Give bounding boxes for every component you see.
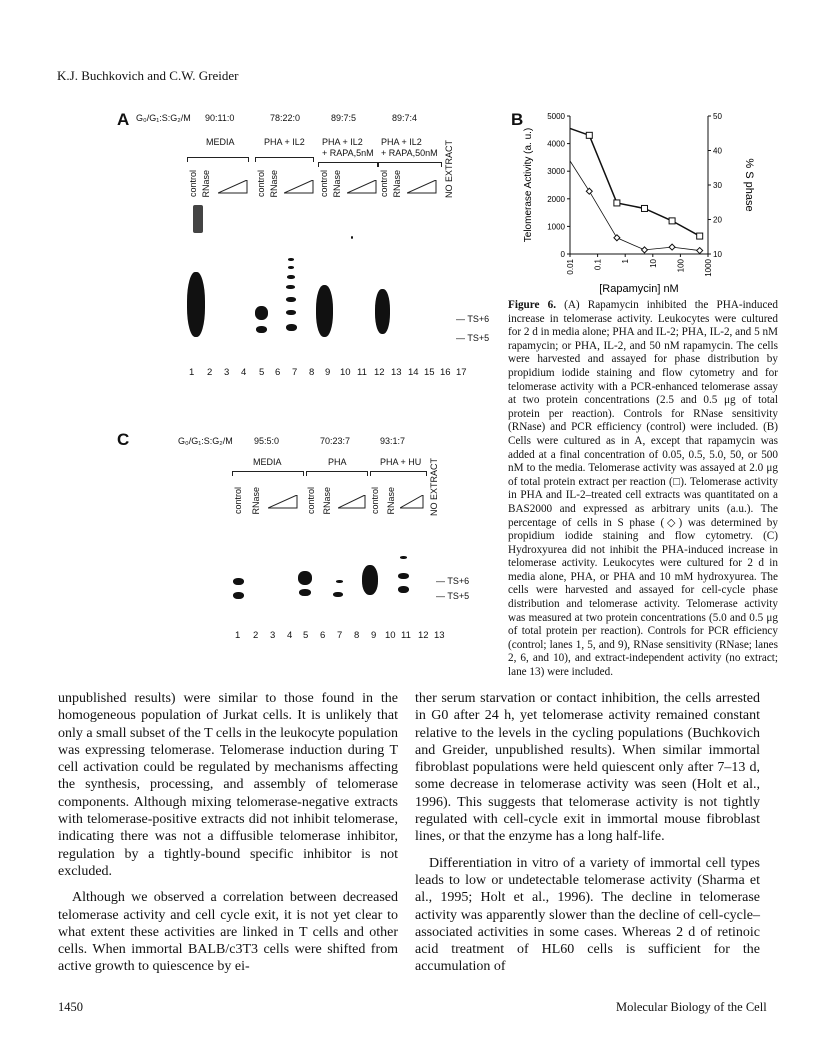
panel-a-lane-number: 1 [189, 367, 195, 378]
telomerase-point [641, 205, 647, 211]
panel-c-marker-ts6: — TS+6 [436, 576, 470, 586]
panel-c-ratio-2: 70:23:7 [320, 436, 351, 446]
panel-a-group-rapa50: PHA + IL2 + RAPA,50nM [381, 137, 438, 158]
x-axis-label: [Rapamycin] nM [599, 283, 679, 295]
panel-c-lane-number: 6 [320, 630, 326, 641]
panel-c-group-media: MEDIA [253, 457, 282, 467]
y2-tick-label: 40 [713, 146, 722, 156]
panel-a-marker-ts5: — TS+5 [456, 333, 490, 343]
panel-c-marker-ts5: — TS+5 [436, 591, 470, 601]
body-paragraph: Although we observed a correlation between decreased telomerase activity and cell cycle exit, it is not yet clear to what extent these activities are linked in T cells and other cells. When immortal BALB/c3T3 cells were shifted from active growth to quiescence by ei- [58, 890, 398, 975]
panel-c-lane-number: 2 [253, 630, 259, 641]
body-paragraph: Differentiation in vitro of a variety of immortal cell types leads to low or undetectable telomerase activity (Sharma et al., 1995; Holt et al., 1996). The decline in telomerase activity was apparently slower than the decline of cell-cycle–associated activities in some cases. Whereas 2 d of retinoic acid treatment of HL60 cells is sufficient for the accumulation of [415, 855, 760, 975]
panel-a-letter: A [117, 110, 130, 129]
figure-caption-text: (A) Rapamycin inhibited the PHA-induced increase in telomerase activity. Leukocytes were cultured for 2 d in media alone; PHA and IL-2; PHA, IL-2, and 5 nM rapamycin; or PHA, IL-2, and 50 nM rapamycin. The cells were harvested and assayed for phase distribution by propidium iodide staining and flow cytometry and for telomerase activity with a PCR-enhanced telomerase assay at two protein concentrations (2.5 and 0.5 μg of total protein per reaction). Controls for RNase sensitivity (RNase) and PCR efficiency (control) were included. (B) Cells were cultured as in A, except that rapamycin was added at a final concentration of 0.05, 0.5, 5.0, 50, or 500 nM to the media. Telomerase activity was assayed at 2.0 μg of total protein extract per reaction (□). Telomerase activity in PHA and IL-2–treated cell extracts was quantitated on a BAS2000 and expressed as arbitrary units (a.u.). The percentage of cells in S phase (◇) was determined by propidium iodide staining and flow cytometry. (C) Hydroxyurea did not inhibit the PHA-induced increase in telomerase activity. Leukocytes were cultured for 2 d in media alone, PHA, or PHA and 10 mM hydroxyurea. The cells were harvested and assayed for cell-cycle phase distribution and telomerase activity. Telomerase activity was measured at two protein concentrations (5.0 and 0.5 μg of total protein per reaction). Controls for PCR efficiency (control; lanes 1, 5, and 9), RNase sensitivity (RNase; lanes 2, 6, and 10), and extract-independent activity (no extract; lane 13) were included. [508, 299, 779, 679]
panel-a-lane-number: 12 [374, 367, 385, 378]
panel-a-lane-number: 7 [292, 367, 298, 378]
telomerase-point [614, 200, 620, 206]
panel-a-bracket-1 [187, 157, 249, 162]
panel-a-lane-number: 8 [309, 367, 315, 378]
panel-a-bracket-2 [255, 157, 314, 162]
running-header: K.J. Buchkovich and C.W. Greider [57, 68, 239, 83]
panel-a-group-rapa5: PHA + IL2 + RAPA,5nM [322, 137, 374, 158]
s-phase-point [669, 244, 675, 250]
rapamycin-chart [518, 102, 788, 302]
panel-c-lane-number: 3 [270, 630, 276, 641]
panel-a-lane-number: 13 [391, 367, 402, 378]
panel-c-lane-label: RNase [322, 487, 332, 515]
panel-c-lane-number: 4 [287, 630, 293, 641]
panel-a-group-media: MEDIA [206, 137, 235, 147]
y-tick-label: 3000 [547, 167, 565, 177]
panel-a-ratio-4: 89:7:4 [392, 113, 418, 123]
x-tick-label: 0.01 [566, 259, 575, 275]
journal-name: Molecular Biology of the Cell [616, 1000, 767, 1014]
panel-a-lane-label: RNase [332, 170, 342, 198]
panel-a-lane-label: RNase [392, 170, 402, 198]
panel-c-bracket-3 [370, 471, 427, 476]
figure-caption-label: Figure 6. [508, 299, 556, 311]
y2-axis-label: % S phase [743, 158, 755, 212]
panel-a-lane-number: 17 [456, 367, 467, 378]
panel-a-lane-number: 3 [224, 367, 230, 378]
panel-a-lane-number: 14 [408, 367, 419, 378]
panel-c-lane-label: control [306, 487, 316, 515]
y2-tick-label: 20 [713, 215, 722, 225]
panel-a-lane-label: RNase [201, 170, 211, 198]
x-tick-label: 100 [676, 259, 686, 273]
panel-c-ratio-3: 93:1:7 [380, 436, 406, 446]
panel-c-ratio-1: 95:5:0 [254, 436, 280, 446]
panel-c-lane-number: 8 [354, 630, 360, 641]
y-axis-label: Telomerase Activity (a. u.) [523, 127, 534, 243]
y-tick-label: 4000 [547, 139, 565, 149]
s-phase-point [697, 248, 703, 254]
panel-a-marker-ts6: — TS+6 [456, 314, 490, 324]
panel-c-lane-number: 12 [418, 630, 429, 641]
y-tick-label: 2000 [547, 194, 565, 204]
panel-c-lane-number: 13 [434, 630, 445, 641]
panel-a-bracket-3 [318, 162, 378, 167]
panel-c-group-pha-hu: PHA + HU [380, 457, 422, 467]
panel-a-lane-number: 10 [340, 367, 351, 378]
body-paragraph: ther serum starvation or contact inhibition, the cells arrested in G0 after 24 h, yet telomerase activity remained constant relative to the levels in the cycling populations (Buchkovich and Greider, unpublished results). When similar immortal fibroblast populations were held quiescent only after 7–13 d, some decrease in telomerase activity was seen (Holt et al., 1996). This suggests that telomerase activity is not tightly regulated with cell-cycle exit in immortal mouse fibroblast lines, or that the enzyme has a long half-life. [415, 691, 760, 845]
panel-a-wedge-4 [407, 180, 437, 194]
panel-c-bracket-2 [306, 471, 368, 476]
y-tick-label: 1000 [547, 222, 565, 232]
s-phase-series-line [570, 161, 700, 251]
s-phase-point [586, 188, 592, 194]
panel-c-bracket-1 [232, 471, 304, 476]
panel-a-lane-number: 2 [207, 367, 213, 378]
panel-a-wedge-3 [347, 180, 377, 194]
y2-tick-label: 50 [713, 112, 722, 121]
body-paragraph: unpublished results) were similar to those found in the homogeneous population of Jurkat cells. It is unlikely that only a small subset of the T cells in the leukocyte population was expressing telomerase. Telomerase induction during T cell activation could be regulated by mechanisms affecting the synthesis, processing, and assembly of telomerase components. Although mixing telomerase-negative extracts with telomerase-positive extracts did not inhibit telomerase, indicating there was not a diffusible telomerase inhibitor, regulation by a tightly-bound specific inhibitor is not excluded. [58, 691, 398, 879]
panel-a-bracket-4 [378, 162, 442, 167]
telomerase-point [697, 233, 703, 239]
panel-a-ratio-3: 89:7:5 [331, 113, 357, 123]
telomerase-series-line [570, 128, 700, 236]
telomerase-point [669, 218, 675, 224]
panel-c-lane-label: RNase [386, 487, 396, 515]
panel-c-lane-number: 11 [401, 630, 411, 641]
x-tick-label: 10 [648, 259, 658, 268]
panel-a-lane-label: control [319, 170, 329, 198]
x-tick-label: 1000 [704, 259, 713, 277]
y-tick-label: 0 [560, 250, 565, 259]
y2-tick-label: 30 [713, 181, 722, 190]
panel-a-lane-number: 16 [440, 367, 451, 378]
panel-c-lane-label: RNase [251, 487, 261, 515]
panel-a-lane-number: 5 [259, 367, 265, 378]
s-phase-point [614, 235, 620, 241]
panel-a-lane-number: 4 [241, 367, 247, 378]
panel-c-wedge-3 [400, 495, 424, 509]
panel-a-lane-label: control [188, 170, 198, 198]
panel-c-lane-number: 1 [235, 630, 241, 641]
y2-tick-label: 10 [713, 250, 722, 259]
x-tick-label: 1 [621, 259, 631, 264]
y-tick-label: 5000 [547, 112, 565, 121]
panel-c-ratio-label: G₀/G₁:S:G₂/M [178, 436, 233, 446]
panel-a-lane-label: RNase [269, 170, 279, 198]
panel-c-lane-label: control [370, 487, 380, 515]
panel-a-lane-label: control [379, 170, 389, 198]
panel-a-ratio-2: 78:22:0 [270, 113, 301, 123]
panel-c-no-extract-label: NO EXTRACT [429, 458, 439, 517]
page-number: 1450 [58, 1000, 83, 1014]
panel-c-letter: C [117, 430, 130, 449]
x-tick-label: 0.1 [593, 259, 603, 271]
body-column-right [415, 690, 760, 976]
s-phase-point [641, 247, 647, 253]
panel-c-wedge-1 [268, 495, 298, 509]
telomerase-point [586, 132, 592, 138]
panel-a-group-pha-il2: PHA + IL2 [264, 137, 305, 147]
panel-a-wedge-2 [284, 180, 314, 194]
panel-a-ratio-1: 90:11:0 [205, 113, 235, 123]
panel-c-lane-number: 7 [337, 630, 343, 641]
panel-a-wedge-1 [218, 180, 248, 194]
panel-c-lane-number: 10 [385, 630, 396, 641]
panel-c-wedge-2 [338, 495, 366, 509]
panel-a-lane-label: control [256, 170, 266, 198]
panel-c-lane-label: control [233, 487, 243, 515]
panel-b-letter: B [511, 110, 524, 129]
panel-c-lane-number: 5 [303, 630, 309, 641]
panel-a-lane-number: 6 [275, 367, 281, 378]
panel-a-lane-number: 15 [424, 367, 435, 378]
panel-a-ratio-label: G₀/G₁:S:G₂/M [136, 113, 191, 123]
panel-a-lane-number: 11 [357, 367, 367, 378]
panel-a-no-extract-label: NO EXTRACT [444, 140, 454, 199]
panel-a-lane-number: 9 [325, 367, 331, 378]
body-column-left [58, 690, 398, 976]
panel-c-group-pha: PHA [328, 457, 347, 467]
figure-caption [508, 299, 778, 680]
panel-c-lane-number: 9 [371, 630, 377, 641]
